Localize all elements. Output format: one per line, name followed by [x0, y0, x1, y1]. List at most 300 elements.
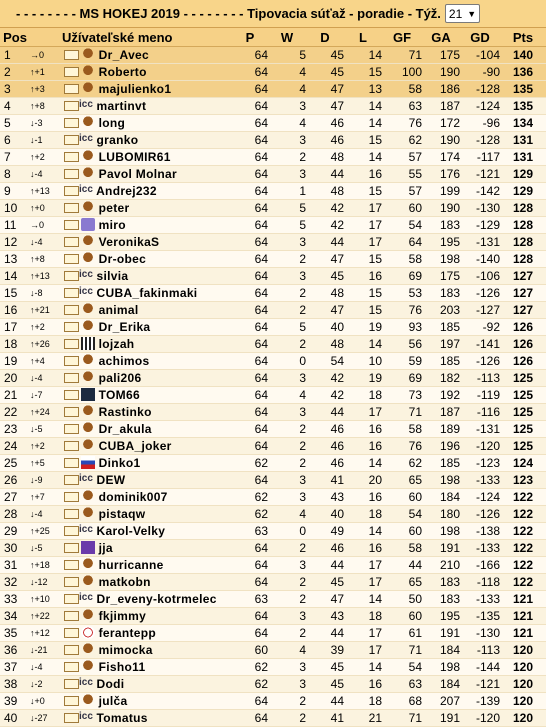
draws-cell: 44	[306, 557, 344, 574]
points-cell: 121	[500, 608, 546, 625]
username-cell	[62, 455, 232, 472]
points-cell: 120	[500, 693, 546, 710]
table-row	[0, 268, 546, 285]
avatar-icon	[81, 575, 95, 588]
username-link[interactable]: dominik007	[95, 489, 168, 504]
goals-against-cell: 203	[422, 302, 460, 319]
username-cell	[62, 625, 232, 642]
goals-for-cell: 76	[382, 438, 422, 455]
mail-icon[interactable]	[64, 356, 79, 366]
trend-cell: ↑+2	[30, 438, 62, 455]
wins-cell: 5	[268, 319, 306, 336]
week-select[interactable]	[445, 4, 480, 23]
goals-for-cell: 63	[382, 676, 422, 693]
goals-against-cell: 191	[422, 540, 460, 557]
goal-diff-cell: -120	[460, 438, 500, 455]
username-link[interactable]: Andrej232	[92, 183, 157, 198]
mail-icon[interactable]	[64, 101, 79, 111]
username-link[interactable]: miro	[95, 217, 126, 232]
table-row	[0, 642, 546, 659]
points-cell: 123	[500, 472, 546, 489]
table-row	[0, 438, 546, 455]
username-cell	[62, 217, 232, 234]
username-link[interactable]: Dr_Erika	[95, 319, 151, 334]
played-cell: 62	[232, 506, 268, 523]
position-cell: 20	[0, 370, 30, 387]
username-cell	[62, 149, 232, 166]
goals-against-cell: 195	[422, 234, 460, 251]
trend-cell: →0	[30, 47, 62, 64]
position-cell: 28	[0, 506, 30, 523]
mail-icon[interactable]	[64, 67, 79, 77]
losses-cell: 17	[344, 234, 382, 251]
mail-icon[interactable]	[64, 152, 79, 162]
mail-icon[interactable]	[64, 305, 79, 315]
avatar-icon: icc	[79, 269, 93, 281]
played-cell: 64	[232, 268, 268, 285]
goals-against-cell: 192	[422, 387, 460, 404]
mail-icon[interactable]	[64, 169, 79, 179]
week-select-value: 21	[448, 6, 463, 21]
goal-diff-cell: -126	[460, 285, 500, 302]
played-cell: 64	[232, 200, 268, 217]
avatar-icon	[81, 218, 95, 231]
draws-cell: 42	[306, 217, 344, 234]
losses-cell: 15	[344, 183, 382, 200]
username-link[interactable]: LUBOMIR61	[95, 149, 171, 164]
mail-icon[interactable]	[64, 424, 79, 434]
goals-against-cell: 184	[422, 676, 460, 693]
trend-cell: ↑+13	[30, 183, 62, 200]
played-cell: 63	[232, 523, 268, 540]
goals-against-cell: 175	[422, 268, 460, 285]
table-row	[0, 574, 546, 591]
draws-cell: 44	[306, 693, 344, 710]
table-row	[0, 302, 546, 319]
username-link[interactable]: Dr_akula	[95, 421, 152, 436]
username-cell	[62, 642, 232, 659]
position-cell: 40	[0, 710, 30, 727]
losses-cell: 19	[344, 319, 382, 336]
played-cell: 64	[232, 693, 268, 710]
wins-cell: 4	[268, 81, 306, 98]
goal-diff-cell: -129	[460, 217, 500, 234]
losses-cell: 14	[344, 336, 382, 353]
username-link[interactable]: ferantepp	[95, 625, 157, 640]
trend-cell: ↓-4	[30, 166, 62, 183]
table-row	[0, 591, 546, 608]
goals-for-cell: 59	[382, 353, 422, 370]
username-cell	[62, 557, 232, 574]
trend-cell: ↑+26	[30, 336, 62, 353]
goals-for-cell: 54	[382, 217, 422, 234]
mail-icon[interactable]	[64, 458, 79, 468]
goals-for-cell: 62	[382, 132, 422, 149]
trend-cell: ↑+22	[30, 608, 62, 625]
wins-cell: 1	[268, 183, 306, 200]
position-cell: 3	[0, 81, 30, 98]
username-link[interactable]: animal	[95, 302, 139, 317]
col-goal-diff-header: GD	[460, 28, 500, 47]
losses-cell: 17	[344, 200, 382, 217]
mail-icon[interactable]	[64, 407, 79, 417]
goals-for-cell: 61	[382, 625, 422, 642]
table-row	[0, 132, 546, 149]
mail-icon[interactable]	[64, 220, 79, 230]
position-cell: 6	[0, 132, 30, 149]
mail-icon[interactable]	[64, 560, 79, 570]
avatar-icon	[81, 354, 95, 367]
username-link[interactable]: pistaqw	[95, 506, 146, 521]
wins-cell: 2	[268, 149, 306, 166]
draws-cell: 46	[306, 132, 344, 149]
played-cell: 64	[232, 557, 268, 574]
avatar-icon	[81, 694, 95, 707]
username-link[interactable]: julča	[95, 693, 128, 708]
goal-diff-cell: -127	[460, 302, 500, 319]
avatar-icon	[81, 303, 95, 316]
table-row	[0, 336, 546, 353]
username-link[interactable]: achimos	[95, 353, 150, 368]
draws-cell: 41	[306, 472, 344, 489]
position-cell: 25	[0, 455, 30, 472]
username-cell	[62, 285, 232, 302]
mail-icon[interactable]	[64, 509, 79, 519]
goals-for-cell: 53	[382, 285, 422, 302]
goal-diff-cell: -96	[460, 115, 500, 132]
mail-icon[interactable]	[64, 441, 79, 451]
table-row	[0, 115, 546, 132]
position-cell: 17	[0, 319, 30, 336]
mail-icon[interactable]	[64, 135, 79, 145]
goals-for-cell: 68	[382, 693, 422, 710]
username-link[interactable]: Dodi	[92, 676, 125, 691]
points-cell: 122	[500, 574, 546, 591]
table-row	[0, 455, 546, 472]
mail-icon[interactable]	[64, 339, 79, 349]
losses-cell: 14	[344, 47, 382, 64]
goal-diff-cell: -133	[460, 540, 500, 557]
avatar-icon	[81, 541, 95, 554]
position-cell: 5	[0, 115, 30, 132]
goal-diff-cell: -128	[460, 81, 500, 98]
mail-icon[interactable]	[64, 390, 79, 400]
position-cell: 19	[0, 353, 30, 370]
mail-icon[interactable]	[64, 118, 79, 128]
mail-icon[interactable]	[64, 543, 79, 553]
wins-cell: 4	[268, 115, 306, 132]
points-cell: 129	[500, 183, 546, 200]
position-cell: 31	[0, 557, 30, 574]
mail-icon[interactable]	[64, 696, 79, 706]
mail-icon[interactable]	[64, 594, 79, 604]
losses-cell: 16	[344, 438, 382, 455]
wins-cell: 3	[268, 234, 306, 251]
played-cell: 64	[232, 387, 268, 404]
losses-cell: 16	[344, 489, 382, 506]
username-link[interactable]: CUBA_fakinmaki	[92, 285, 198, 300]
draws-cell: 45	[306, 268, 344, 285]
wins-cell: 2	[268, 336, 306, 353]
table-row	[0, 234, 546, 251]
trend-cell: ↓-1	[30, 132, 62, 149]
username-link[interactable]: lojzah	[95, 336, 135, 351]
position-cell: 37	[0, 659, 30, 676]
avatar-icon	[81, 201, 95, 214]
played-cell: 64	[232, 251, 268, 268]
username-link[interactable]: CUBA_joker	[95, 438, 172, 453]
mail-icon[interactable]	[64, 186, 79, 196]
trend-cell: ↑+12	[30, 625, 62, 642]
username-link[interactable]: VeronikaS	[95, 234, 160, 249]
username-link[interactable]: DEW	[92, 472, 126, 487]
wins-cell: 3	[268, 489, 306, 506]
mail-icon[interactable]	[64, 203, 79, 213]
goal-diff-cell: -133	[460, 472, 500, 489]
username-link[interactable]: pali206	[95, 370, 142, 385]
username-cell	[62, 370, 232, 387]
draws-cell: 46	[306, 540, 344, 557]
table-row	[0, 693, 546, 710]
username-link[interactable]: Fisho11	[95, 659, 146, 674]
username-link[interactable]: matkobn	[95, 574, 151, 589]
goals-for-cell: 71	[382, 642, 422, 659]
table-row	[0, 540, 546, 557]
username-cell	[62, 540, 232, 557]
username-link[interactable]: Karol-Velky	[92, 523, 166, 538]
table-row	[0, 183, 546, 200]
draws-cell: 42	[306, 200, 344, 217]
goal-diff-cell: -119	[460, 387, 500, 404]
chevron-down-icon: ▼	[467, 8, 477, 19]
played-cell: 64	[232, 47, 268, 64]
username-cell	[62, 64, 232, 81]
goals-against-cell: 183	[422, 591, 460, 608]
table-row	[0, 98, 546, 115]
avatar-icon	[81, 405, 95, 418]
avatar-icon	[81, 507, 95, 520]
table-row	[0, 506, 546, 523]
losses-cell: 17	[344, 574, 382, 591]
trend-cell: ↑+21	[30, 302, 62, 319]
mail-icon[interactable]	[64, 237, 79, 247]
username-link[interactable]: Dinko1	[95, 455, 141, 470]
draws-cell: 47	[306, 251, 344, 268]
username-link[interactable]: martinvt	[92, 98, 147, 113]
position-cell: 29	[0, 523, 30, 540]
wins-cell: 3	[268, 676, 306, 693]
points-cell: 128	[500, 200, 546, 217]
points-cell: 120	[500, 676, 546, 693]
username-link[interactable]: granko	[92, 132, 139, 147]
goal-diff-cell: -133	[460, 591, 500, 608]
username-link[interactable]: peter	[95, 200, 130, 215]
mail-icon[interactable]	[64, 492, 79, 502]
trend-cell: ↑+0	[30, 200, 62, 217]
draws-cell: 47	[306, 591, 344, 608]
mail-icon[interactable]	[64, 645, 79, 655]
goal-diff-cell: -135	[460, 608, 500, 625]
avatar-icon: icc	[79, 592, 93, 604]
table-row	[0, 200, 546, 217]
mail-icon[interactable]	[64, 526, 79, 536]
mail-icon[interactable]	[64, 373, 79, 383]
username-link[interactable]: Dr-obec	[95, 251, 147, 266]
username-link[interactable]: Dr_eveny-kotrmelec	[92, 591, 217, 606]
draws-cell: 45	[306, 64, 344, 81]
table-row	[0, 149, 546, 166]
trend-cell: ↑+2	[30, 319, 62, 336]
username-cell	[62, 421, 232, 438]
points-cell: 126	[500, 319, 546, 336]
played-cell: 64	[232, 166, 268, 183]
avatar-icon	[81, 116, 95, 129]
draws-cell: 46	[306, 421, 344, 438]
col-goals-for-header: GF	[382, 28, 422, 47]
mail-icon[interactable]	[64, 577, 79, 587]
goals-for-cell: 60	[382, 608, 422, 625]
username-cell	[62, 200, 232, 217]
username-link[interactable]: silvia	[92, 268, 129, 283]
wins-cell: 2	[268, 710, 306, 727]
username-cell	[62, 166, 232, 183]
username-link[interactable]: Rastinko	[95, 404, 152, 419]
username-link[interactable]: fkjimmy	[95, 608, 147, 623]
goals-against-cell: 176	[422, 166, 460, 183]
trend-cell: ↑+5	[30, 455, 62, 472]
points-cell: 131	[500, 149, 546, 166]
goal-diff-cell: -124	[460, 489, 500, 506]
draws-cell: 44	[306, 404, 344, 421]
mail-icon[interactable]	[64, 254, 79, 264]
username-link[interactable]: majulienko1	[95, 81, 172, 96]
position-cell: 38	[0, 676, 30, 693]
mail-icon[interactable]	[64, 84, 79, 94]
position-cell: 10	[0, 200, 30, 217]
goal-diff-cell: -126	[460, 506, 500, 523]
username-cell	[62, 574, 232, 591]
avatar-icon: icc	[79, 184, 93, 196]
goals-for-cell: 69	[382, 370, 422, 387]
losses-cell: 18	[344, 506, 382, 523]
mail-icon[interactable]	[64, 679, 79, 689]
mail-icon[interactable]	[64, 50, 79, 60]
goals-for-cell: 69	[382, 268, 422, 285]
goal-diff-cell: -144	[460, 659, 500, 676]
goal-diff-cell: -90	[460, 64, 500, 81]
goal-diff-cell: -138	[460, 523, 500, 540]
points-cell: 125	[500, 404, 546, 421]
username-link[interactable]: Tomatus	[92, 710, 148, 725]
played-cell: 64	[232, 404, 268, 421]
col-played-header: P	[232, 28, 268, 47]
mail-icon[interactable]	[64, 713, 79, 723]
username-link[interactable]: TOM66	[95, 387, 140, 402]
wins-cell: 2	[268, 302, 306, 319]
standings-table	[0, 28, 546, 727]
points-cell: 125	[500, 387, 546, 404]
table-row	[0, 81, 546, 98]
username-cell	[62, 115, 232, 132]
goals-for-cell: 58	[382, 540, 422, 557]
username-cell	[62, 693, 232, 710]
goal-diff-cell: -120	[460, 710, 500, 727]
avatar-icon	[81, 371, 95, 384]
played-cell: 64	[232, 183, 268, 200]
draws-cell: 40	[306, 319, 344, 336]
username-link[interactable]: mimocka	[95, 642, 153, 657]
username-cell	[62, 489, 232, 506]
losses-cell: 17	[344, 557, 382, 574]
mail-icon[interactable]	[64, 611, 79, 621]
username-link[interactable]: jja	[95, 540, 113, 555]
goals-against-cell: 190	[422, 132, 460, 149]
position-cell: 8	[0, 166, 30, 183]
username-link[interactable]: Dr_Avec	[95, 47, 149, 62]
position-cell: 12	[0, 234, 30, 251]
position-cell: 11	[0, 217, 30, 234]
played-cell: 64	[232, 625, 268, 642]
mail-icon[interactable]	[64, 662, 79, 672]
username-link[interactable]: Roberto	[95, 64, 147, 79]
goal-diff-cell: -116	[460, 404, 500, 421]
trend-cell: ↓-27	[30, 710, 62, 727]
mail-icon[interactable]	[64, 271, 79, 281]
draws-cell: 42	[306, 387, 344, 404]
trend-cell: ↓-8	[30, 285, 62, 302]
losses-cell: 15	[344, 285, 382, 302]
table-row	[0, 47, 546, 64]
wins-cell: 2	[268, 455, 306, 472]
username-link[interactable]: hurricanne	[95, 557, 164, 572]
goals-against-cell: 187	[422, 404, 460, 421]
played-cell: 64	[232, 149, 268, 166]
mail-icon[interactable]	[64, 475, 79, 485]
losses-cell: 14	[344, 98, 382, 115]
goal-diff-cell: -123	[460, 455, 500, 472]
draws-cell: 45	[306, 574, 344, 591]
table-row	[0, 557, 546, 574]
trend-cell: ↓-21	[30, 642, 62, 659]
goals-against-cell: 198	[422, 251, 460, 268]
wins-cell: 4	[268, 387, 306, 404]
position-cell: 33	[0, 591, 30, 608]
username-link[interactable]: long	[95, 115, 126, 130]
col-losses-header: L	[344, 28, 382, 47]
position-cell: 4	[0, 98, 30, 115]
wins-cell: 2	[268, 540, 306, 557]
position-cell: 22	[0, 404, 30, 421]
mail-icon[interactable]	[64, 628, 79, 638]
avatar-icon	[81, 609, 95, 622]
position-cell: 13	[0, 251, 30, 268]
trend-cell: ↓-4	[30, 659, 62, 676]
position-cell: 1	[0, 47, 30, 64]
points-cell: 136	[500, 64, 546, 81]
avatar-icon: icc	[79, 473, 93, 485]
points-cell: 124	[500, 455, 546, 472]
mail-icon[interactable]	[64, 288, 79, 298]
played-cell: 62	[232, 489, 268, 506]
draws-cell: 45	[306, 659, 344, 676]
position-cell: 39	[0, 693, 30, 710]
mail-icon[interactable]	[64, 322, 79, 332]
goal-diff-cell: -124	[460, 98, 500, 115]
col-wins-header: W	[268, 28, 306, 47]
wins-cell: 5	[268, 200, 306, 217]
table-row	[0, 370, 546, 387]
username-link[interactable]: Pavol Molnar	[95, 166, 177, 181]
